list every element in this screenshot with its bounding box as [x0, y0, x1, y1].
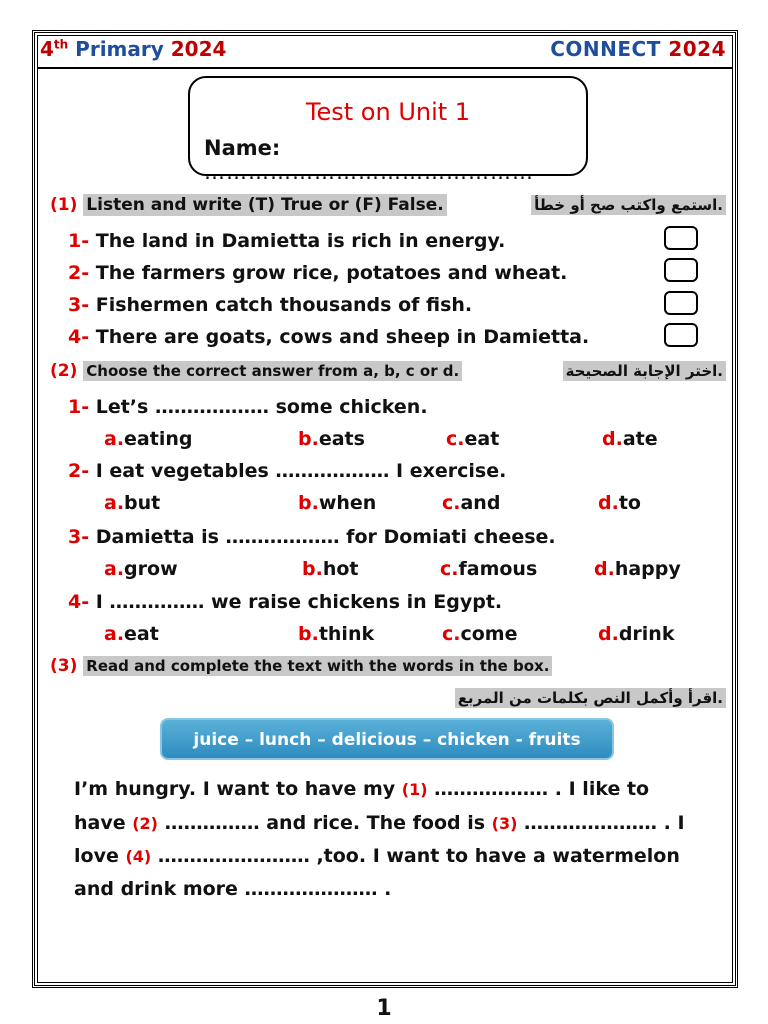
header-divider: [37, 67, 733, 69]
blank-4-label: (4): [125, 847, 152, 866]
option-2d[interactable]: d.to: [598, 492, 641, 514]
q2-heading: [50, 361, 462, 381]
q1-item-3: 3- Fishermen catch thousands of fish.: [68, 294, 473, 316]
q1-item-4: 4- There are goats, cows and sheep in Damietta.: [68, 326, 590, 348]
grade-label: 4th Primary 2024: [40, 37, 227, 61]
option-1d[interactable]: d.ate: [602, 428, 658, 450]
answer-box-3[interactable]: [664, 291, 698, 315]
name-field[interactable]: [204, 136, 586, 184]
test-title: Test on Unit 1: [305, 98, 471, 126]
passage-line-1: I’m hungry. I want to have my (1) ……………… . I like to: [74, 778, 650, 800]
q3-heading: [50, 656, 552, 676]
option-3a[interactable]: a.grow: [104, 558, 178, 580]
blank-1-label: (1): [401, 780, 428, 799]
q1-item-2: 2- The farmers grow rice, potatoes and wheat.: [68, 262, 568, 284]
q2-item-1: 1- Let’s ……………… some chicken.: [68, 396, 428, 418]
passage-line-3: love (4) …………………… ,too. I want to have a watermelon: [74, 845, 680, 867]
option-4b[interactable]: b.think: [298, 623, 375, 645]
q2-arabic: اختر الإجابة الصحيحة.: [563, 361, 726, 381]
q2-instruction: Choose the correct answer from a, b, c or d.: [83, 361, 462, 381]
q3-number: (3): [50, 656, 78, 676]
q2-item-2: 2- I eat vegetables ……………… I exercise.: [68, 460, 507, 482]
option-4a[interactable]: a.eat: [104, 623, 159, 645]
option-1b[interactable]: b.eats: [298, 428, 365, 450]
option-2c[interactable]: c.and: [442, 492, 501, 514]
q1-instruction: Listen and write (T) True or (F) False.: [83, 194, 446, 216]
q3-arabic: اقرأ وأكمل النص بكلمات من المربع.: [455, 688, 726, 708]
option-4c[interactable]: c.come: [442, 623, 518, 645]
title-box: [188, 76, 588, 184]
q1-heading: [50, 195, 447, 215]
answer-box-2[interactable]: [664, 258, 698, 282]
page-number: 1: [376, 996, 392, 1021]
name-label: Name:: [204, 136, 281, 160]
word-box: juice – lunch – delicious – chicken - fruits: [160, 718, 614, 760]
option-3d[interactable]: d.happy: [594, 558, 681, 580]
blank-3-label: (3): [491, 814, 518, 833]
name-blank[interactable]: ………………………………………: [204, 160, 534, 184]
option-1c[interactable]: c.eat: [446, 428, 500, 450]
brand-label: CONNECT 2024: [550, 37, 726, 61]
passage-line-4: and drink more ………………… .: [74, 878, 392, 900]
option-4d[interactable]: d.drink: [598, 623, 675, 645]
answer-box-4[interactable]: [664, 323, 698, 347]
answer-box-1[interactable]: [664, 226, 698, 250]
option-2b[interactable]: b.when: [298, 492, 377, 514]
q1-item-1: 1- The land in Damietta is rich in energy.: [68, 230, 506, 252]
q2-item-4: 4- I …………… we raise chickens in Egypt.: [68, 591, 503, 613]
option-1a[interactable]: a.eating: [104, 428, 193, 450]
q3-instruction: Read and complete the text with the words in the box.: [83, 656, 552, 676]
option-3b[interactable]: b.hot: [302, 558, 359, 580]
option-3c[interactable]: c.famous: [440, 558, 538, 580]
blank-2-label: (2): [132, 814, 158, 833]
q1-number: (1): [50, 195, 78, 215]
passage-line-2: have (2) …………… and rice. The food is (3) ………………… . I: [74, 812, 685, 834]
q1-arabic: استمع واكتب صح أو خطأ.: [531, 195, 726, 215]
q2-item-3: 3- Damietta is ……………… for Domiati cheese.: [68, 526, 556, 548]
option-2a[interactable]: a.but: [104, 492, 161, 514]
q2-number: (2): [50, 361, 78, 381]
